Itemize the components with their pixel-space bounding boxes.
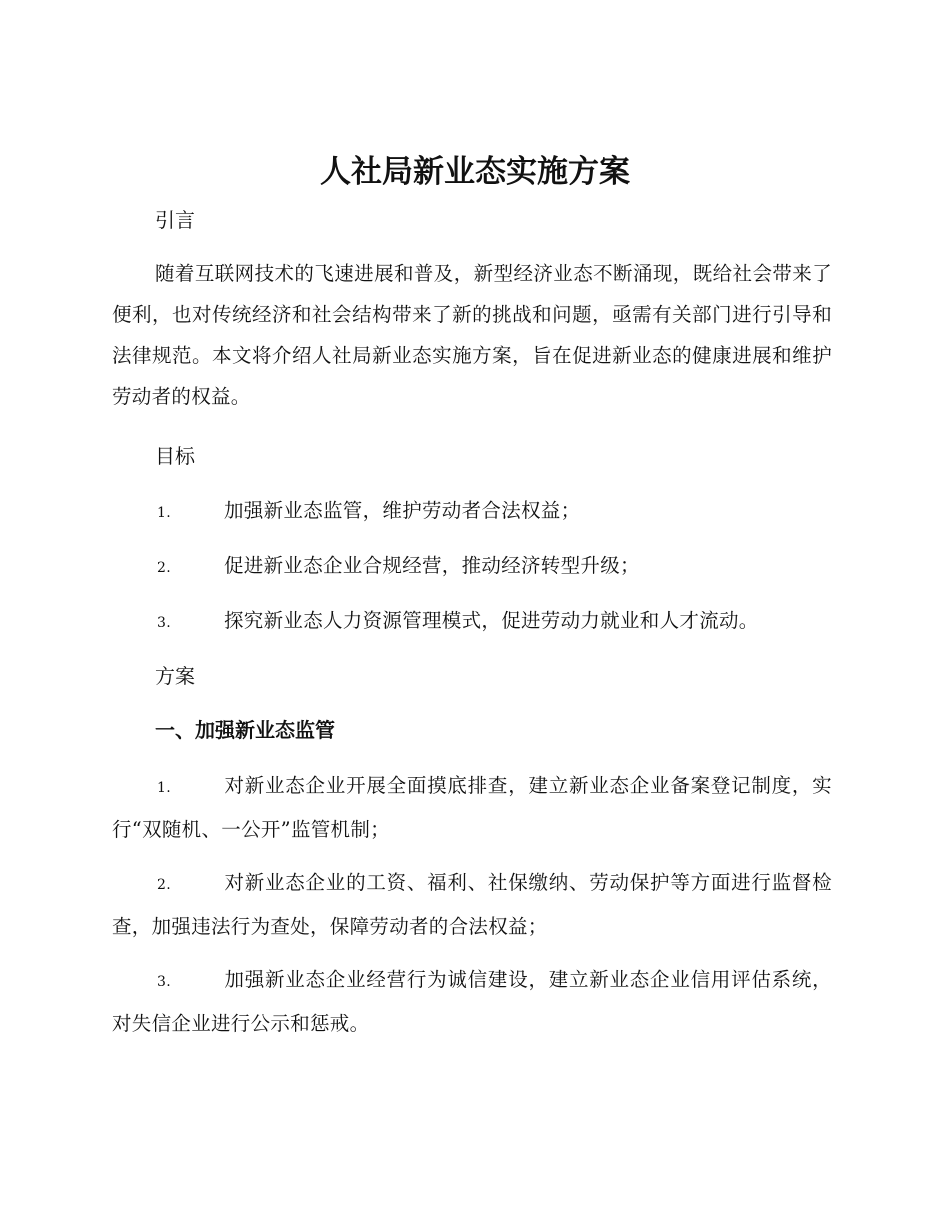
goal-item-number: 1. xyxy=(157,505,171,521)
goal-item-number: 3. xyxy=(157,615,171,631)
section1-item xyxy=(112,959,832,1044)
section1-item xyxy=(112,765,832,850)
plan-heading: 方案 xyxy=(155,664,195,688)
section1-item-number: 1. xyxy=(157,780,171,796)
goal-item-text: 探究新业态人力资源管理模式，促进劳动力就业和人才流动。 xyxy=(224,609,759,632)
section1-item-text: 加强新业态企业经营行为诚信建设，建立新业态企业信用评估系统，对失信企业进行公示和惩戒。 xyxy=(112,968,832,1035)
section1-item-text: 对新业态企业的工资、福利、社保缴纳、劳动保护等方面进行监督检查，加强违法行为查处，保障劳动者的合法权益； xyxy=(112,871,832,938)
intro-heading: 引言 xyxy=(155,208,195,232)
section1-item-number: 3. xyxy=(157,974,171,990)
goal-item xyxy=(112,545,832,589)
section1-heading: 一、加强新业态监管 xyxy=(155,718,335,742)
section1-item-text: 对新业态企业开展全面摸底排查，建立新业态企业备案登记制度，实行“双随机、一公开”监管机制； xyxy=(112,774,832,841)
goal-item-number: 2. xyxy=(157,560,171,576)
document-title: 人社局新业态实施方案 xyxy=(320,154,630,190)
goal-item-text: 促进新业态企业合规经营，推动经济转型升级； xyxy=(224,554,640,577)
goal-item xyxy=(112,600,832,644)
section1-item xyxy=(112,862,832,947)
section1-item-number: 2. xyxy=(157,877,171,893)
goal-item-text: 加强新业态监管，维护劳动者合法权益； xyxy=(224,499,581,522)
goal-item xyxy=(112,490,832,534)
intro-paragraph: 随着互联网技术的飞速进展和普及，新型经济业态不断涌现，既给社会带来了便利，也对传统经济和社会结构带来了新的挑战和问题，亟需有关部门进行引导和法律规范。本文将介绍人社局新业态实施方案，旨在促进新业态的健康进展和维护劳动者的权益。 xyxy=(112,262,832,408)
goals-heading: 目标 xyxy=(155,444,195,468)
